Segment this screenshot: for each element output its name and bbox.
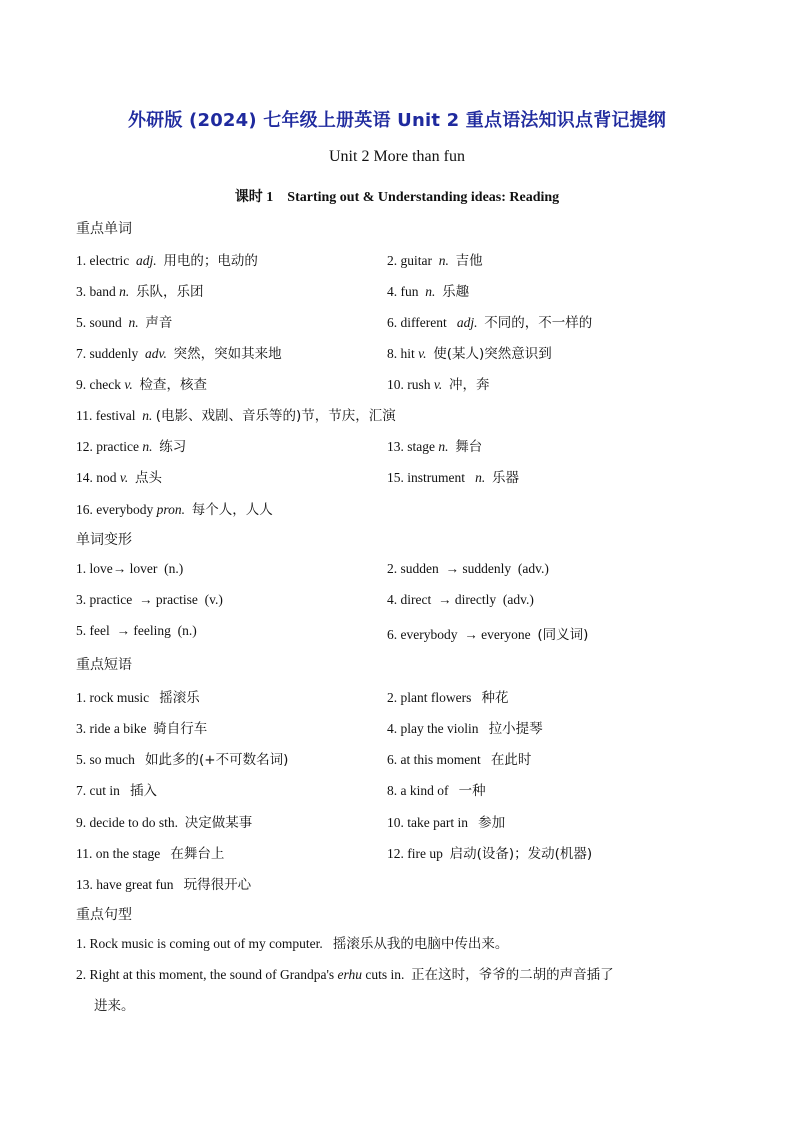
sentence-item: 1. Rock music is coming out of my computer. 摇滚乐从我的电脑中传出来。 — [76, 936, 509, 952]
form-item: 4. direct → directly (adv.) — [387, 592, 534, 607]
phrase-item: 7. cut in 插入 — [76, 783, 157, 799]
phrase-item: 10. take part in 参加 — [387, 815, 506, 831]
word-item: 4. fun n. 乐趣 — [387, 284, 470, 300]
arrow-icon: → — [138, 592, 153, 607]
word-item: 11. festival n. (电影、戏剧、音乐等的)节，节庆，汇演 — [76, 408, 396, 424]
phrase-item: 12. fire up 启动(设备)；发动(机器) — [387, 846, 593, 862]
form-item: 3. practice → practise (v.) — [76, 592, 223, 607]
word-item: 7. suddenly adv. 突然，突如其来地 — [76, 346, 282, 362]
word-item: 16. everybody pron. 每个人，人人 — [76, 502, 273, 518]
arrow-icon: → — [445, 561, 459, 576]
word-item: 1. electric adj. 用电的；电动的 — [76, 253, 258, 269]
phrase-item: 4. play the violin 拉小提琴 — [387, 721, 543, 737]
arrow-icon: → — [112, 561, 127, 576]
arrow-icon: → — [437, 592, 452, 607]
form-item: 5. feel → feeling (n.) — [76, 623, 197, 638]
section-heading-forms: 单词变形 — [76, 532, 132, 548]
arrow-icon: → — [116, 623, 130, 638]
phrase-item: 2. plant flowers 种花 — [387, 690, 509, 706]
word-item: 8. hit v. 使(某人)突然意识到 — [387, 346, 552, 362]
word-item: 3. band n. 乐队，乐团 — [76, 284, 204, 300]
word-item: 9. check v. 检查，核查 — [76, 377, 207, 393]
word-item: 12. practice n. 练习 — [76, 439, 187, 455]
unit-subtitle: Unit 2 More than fun — [329, 148, 465, 165]
word-item: 10. rush v. 冲，奔 — [387, 377, 490, 393]
section-heading-phrases: 重点短语 — [76, 657, 132, 673]
sentence-item: 2. Right at this moment, the sound of Grandpa's erhu cuts in. 正在这时，爷爷的二胡的声音插了 进来。 — [76, 967, 614, 1014]
word-item: 2. guitar n. 吉他 — [387, 253, 483, 269]
phrase-item: 6. at this moment 在此时 — [387, 752, 532, 768]
form-item: 1. love→ lover (n.) — [76, 561, 184, 576]
arrow-icon: → — [464, 627, 478, 642]
phrase-item: 5. so much 如此多的(+不可数名词) — [76, 752, 289, 768]
phrase-item: 3. ride a bike 骑自行车 — [76, 721, 208, 737]
word-item: 15. instrument n. 乐器 — [387, 470, 519, 486]
phrase-item: 11. on the stage 在舞台上 — [76, 846, 225, 862]
page-title: 外研版 (2024) 七年级上册英语 Unit 2 重点语法知识点背记提纲 — [127, 110, 666, 131]
phrase-item: 8. a kind of 一种 — [387, 783, 486, 799]
word-item: 14. nod v. 点头 — [76, 470, 162, 486]
section-heading-words: 重点单词 — [76, 221, 132, 237]
word-item: 6. different adj. 不同的，不一样的 — [387, 315, 593, 331]
form-item: 6. everybody → everyone (同义词) — [387, 627, 589, 643]
word-item: 13. stage n. 舞台 — [387, 439, 483, 455]
section-heading-sentences: 重点句型 — [76, 907, 132, 923]
phrase-item: 1. rock music 摇滚乐 — [76, 690, 200, 706]
phrase-item: 9. decide to do sth. 决定做某事 — [76, 815, 253, 831]
word-item: 5. sound n. 声音 — [76, 315, 173, 331]
phrase-item: 13. have great fun 玩得很开心 — [76, 877, 252, 893]
lesson-heading: 课时 1 Starting out & Understanding ideas: Reading — [234, 190, 560, 205]
form-item: 2. sudden → suddenly (adv.) — [387, 561, 549, 576]
